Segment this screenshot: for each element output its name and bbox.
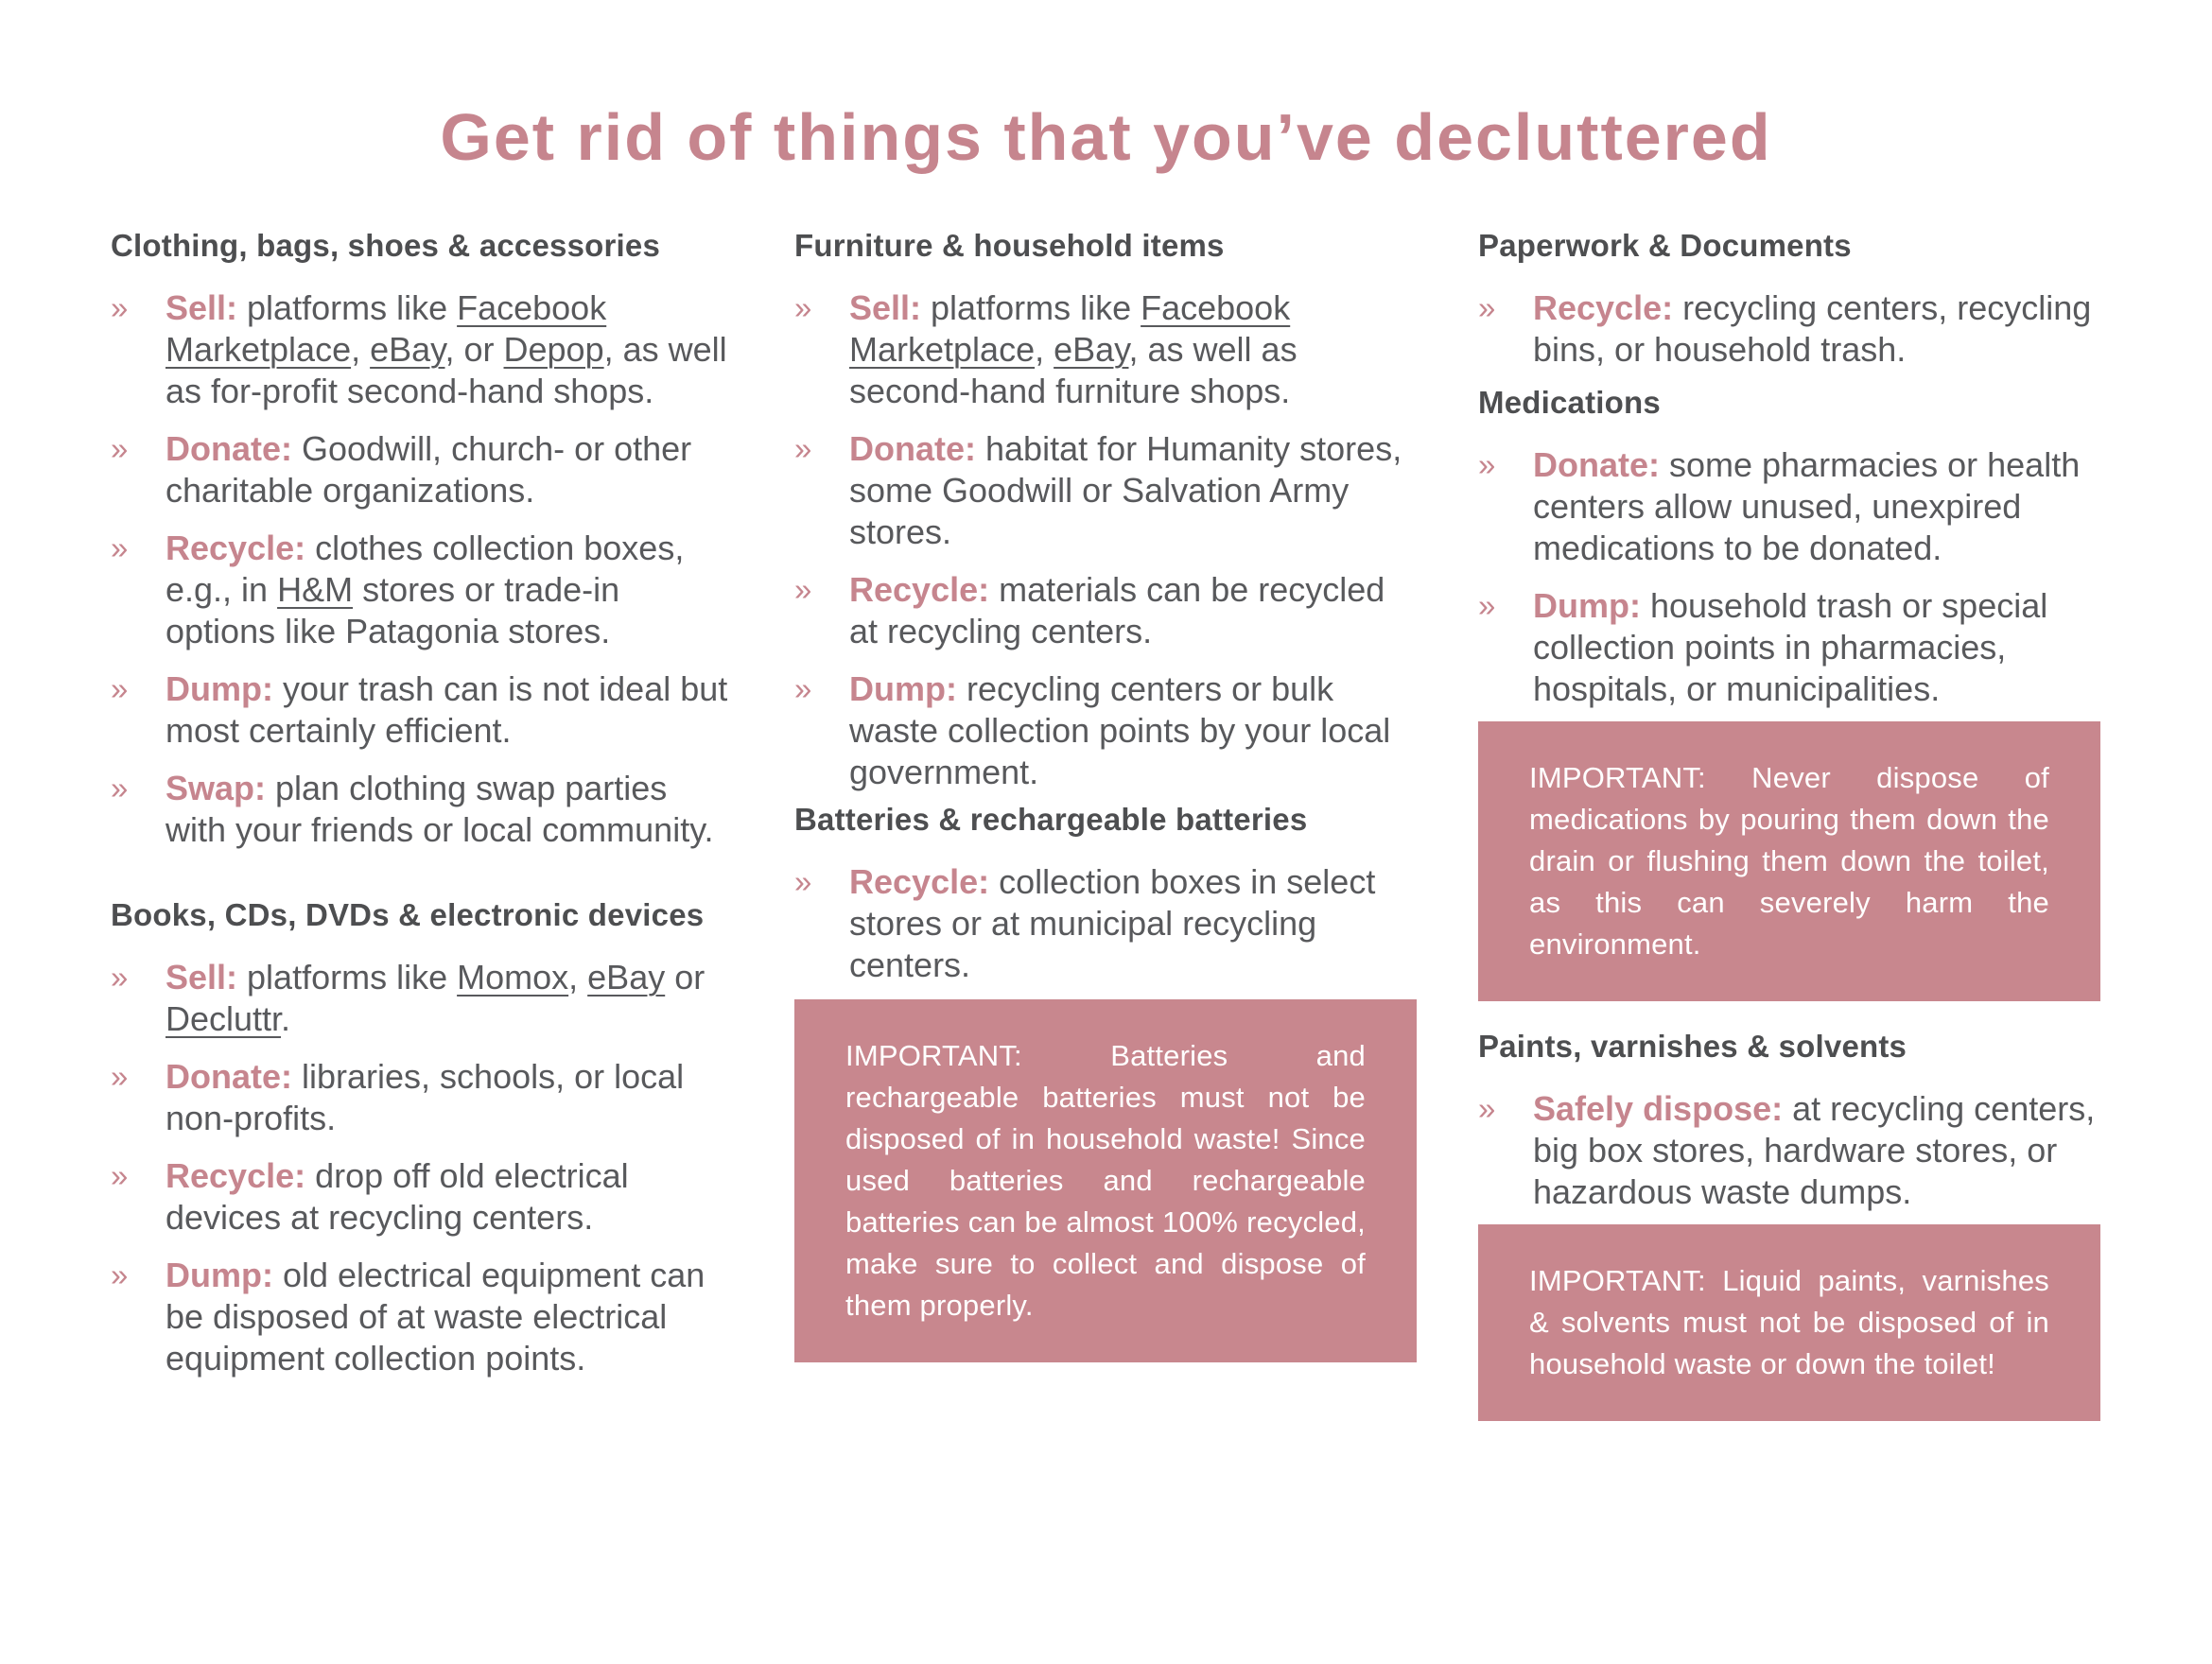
double-chevron-bullet-icon: » <box>111 1059 129 1094</box>
bullet-text-run: Goodwill, church- or other charitable organizations. <box>165 429 692 510</box>
bullet-keyword: Dump: <box>165 1256 273 1294</box>
bullet-item <box>794 668 1417 793</box>
bullet-keyword: Recycle: <box>849 862 990 901</box>
bullet-text-run: , or <box>444 330 504 369</box>
bullet-keyword: Recycle: <box>1533 288 1674 327</box>
section-heading: Paints, varnishes & solvents <box>1478 1029 1907 1064</box>
double-chevron-bullet-icon: » <box>794 572 812 607</box>
bullet-list <box>794 861 1417 986</box>
bullet-text-run: habitat for Humanity stores, some Goodwill or Salvation Army stores. <box>849 429 1402 551</box>
bullet-list <box>794 287 1417 793</box>
bullet-text <box>165 528 733 652</box>
callout-text: IMPORTANT: Batteries and rechargeable batteries must not be disposed of in household waste! Since used batteries and rechargeable batteries can be almost 100% recycled, make sure to collect and dispose of them properly. <box>845 1039 1366 1322</box>
callout-text: IMPORTANT: Never dispose of medications by pouring them down the drain or flushing them down the toilet, as this can severely harm the environment. <box>1529 761 2049 961</box>
important-callout <box>1478 1224 2100 1421</box>
double-chevron-bullet-icon: » <box>111 960 129 995</box>
bullet-text <box>165 428 733 511</box>
bullet-item <box>111 668 733 752</box>
double-chevron-bullet-icon: » <box>111 530 129 565</box>
bullet-text <box>165 768 733 851</box>
important-callout <box>1478 721 2100 1001</box>
double-chevron-bullet-icon: » <box>111 431 129 466</box>
bullet-text-run: recycling centers or bulk waste collection points by your local government. <box>849 669 1391 791</box>
bullet-item <box>111 287 733 412</box>
platform-link[interactable]: Depop <box>503 330 604 369</box>
category-section <box>111 225 733 851</box>
bullet-item <box>111 1155 733 1239</box>
bullet-text-run: . <box>281 999 291 1038</box>
platform-link[interactable]: eBay <box>1054 330 1129 369</box>
bullet-keyword: Sell: <box>849 288 922 327</box>
bullet-text-run: at recycling centers, big box stores, hardware stores, or hazardous waste dumps. <box>1533 1089 2096 1211</box>
category-section <box>111 894 733 1379</box>
double-chevron-bullet-icon: » <box>1478 447 1496 482</box>
bullet-text <box>165 1056 733 1139</box>
bullet-text <box>165 1155 733 1239</box>
bullet-list <box>1478 287 2100 371</box>
bullet-keyword: Swap: <box>165 769 267 807</box>
bullet-keyword: Dump: <box>165 669 273 708</box>
bullet-text-run: collection boxes in select stores or at municipal recycling centers. <box>849 862 1376 984</box>
platform-link[interactable]: eBay <box>370 330 445 369</box>
page-title: Get rid of things that you’ve decluttered <box>440 100 1772 174</box>
bullet-text <box>1533 287 2100 371</box>
bullet-keyword: Recycle: <box>849 570 990 609</box>
bullet-text-run: , <box>351 330 371 369</box>
bullet-item <box>794 861 1417 986</box>
bullet-text <box>849 668 1417 793</box>
platform-link[interactable]: eBay <box>587 958 666 997</box>
double-chevron-bullet-icon: » <box>1478 1091 1496 1126</box>
bullet-item <box>111 1255 733 1379</box>
bullet-text <box>849 861 1417 986</box>
bullet-item <box>1478 287 2100 371</box>
category-section <box>794 799 1417 986</box>
bullet-text-run: stores or trade-in options like Patagonia stores. <box>165 570 620 650</box>
bullet-text-run: plan clothing swap parties with your friends or local community. <box>165 769 714 849</box>
double-chevron-bullet-icon: » <box>1478 588 1496 623</box>
bullet-text <box>849 287 1417 412</box>
platform-link[interactable]: Facebook Marketplace <box>849 288 1291 369</box>
bullet-text <box>849 569 1417 652</box>
bullet-text-run: recycling centers, recycling bins, or household trash. <box>1533 288 2092 369</box>
bullet-keyword: Sell: <box>165 288 238 327</box>
bullet-list <box>1478 444 2100 710</box>
bullet-keyword: Donate: <box>165 1057 292 1096</box>
double-chevron-bullet-icon: » <box>111 1257 129 1292</box>
bullet-item <box>111 957 733 1040</box>
bullet-text-run: , <box>1035 330 1054 369</box>
bullet-item <box>794 428 1417 553</box>
bullet-text-run: materials can be recycled at recycling centers. <box>849 570 1385 650</box>
bullet-list <box>1478 1088 2100 1213</box>
bullet-text-run: clothes collection boxes, e.g., in <box>165 529 685 609</box>
bullet-text <box>1533 585 2100 710</box>
bullet-text <box>165 668 733 752</box>
double-chevron-bullet-icon: » <box>794 290 812 325</box>
bullet-keyword: Safely dispose: <box>1533 1089 1784 1128</box>
bullet-text <box>1533 1088 2100 1213</box>
bullet-keyword: Donate: <box>1533 445 1660 484</box>
bullet-item <box>1478 444 2100 569</box>
bullet-text <box>165 287 733 412</box>
double-chevron-bullet-icon: » <box>111 671 129 706</box>
section-heading: Batteries & rechargeable batteries <box>794 802 1308 837</box>
important-callout <box>794 999 1417 1362</box>
bullet-text-run: drop off old electrical devices at recycling centers. <box>165 1156 629 1237</box>
double-chevron-bullet-icon: » <box>111 1158 129 1193</box>
section-heading: Books, CDs, DVDs & electronic devices <box>111 897 705 932</box>
bullet-text <box>849 428 1417 553</box>
platform-link[interactable]: Facebook Marketplace <box>165 288 607 369</box>
bullet-keyword: Recycle: <box>165 529 306 567</box>
bullet-text-run: , as well as second-hand furniture shops. <box>849 330 1298 410</box>
bullet-list <box>111 957 733 1379</box>
bullet-list <box>111 287 733 851</box>
bullet-text-run: old electrical equipment can be disposed of at waste electrical equipment collection points. <box>165 1256 705 1378</box>
bullet-text <box>1533 444 2100 569</box>
bullet-item <box>1478 1088 2100 1213</box>
columns-container <box>0 225 2212 1421</box>
double-chevron-bullet-icon: » <box>794 864 812 899</box>
bullet-text-run: platforms like <box>921 288 1141 327</box>
category-section <box>794 225 1417 793</box>
bullet-text <box>165 1255 733 1379</box>
bullet-text <box>165 957 733 1040</box>
bullet-text-run: libraries, schools, or local non-profits. <box>165 1057 685 1137</box>
category-section <box>1478 382 2100 710</box>
double-chevron-bullet-icon: » <box>794 671 812 706</box>
bullet-text-run: some pharmacies or health centers allow unused, unexpired medications to be donated. <box>1533 445 2081 567</box>
callout-text: IMPORTANT: Liquid paints, varnishes & solvents must not be disposed of in household waste or down the toilet! <box>1529 1264 2049 1380</box>
bullet-item <box>794 287 1417 412</box>
bullet-text-run: household trash or special collection points in pharmacies, hospitals, or municipalities. <box>1533 586 2048 708</box>
section-heading: Medications <box>1478 385 1661 420</box>
category-section <box>1478 225 2100 371</box>
bullet-keyword: Sell: <box>165 958 238 997</box>
bullet-text-run: your trash can is not ideal but most certainly efficient. <box>165 669 728 750</box>
bullet-item <box>1478 585 2100 710</box>
bullet-keyword: Donate: <box>165 429 292 468</box>
double-chevron-bullet-icon: » <box>794 431 812 466</box>
bullet-text-run: platforms like <box>237 958 458 997</box>
section-heading: Paperwork & Documents <box>1478 228 1852 263</box>
bullet-item <box>794 569 1417 652</box>
double-chevron-bullet-icon: » <box>111 290 129 325</box>
section-heading: Clothing, bags, shoes & accessories <box>111 228 661 263</box>
platform-link[interactable]: Decluttr <box>165 999 282 1038</box>
platform-link[interactable]: Momox <box>457 958 569 997</box>
column-1 <box>111 225 733 1421</box>
bullet-item <box>111 528 733 652</box>
bullet-item <box>111 1056 733 1139</box>
category-section <box>1478 1026 2100 1213</box>
double-chevron-bullet-icon: » <box>111 771 129 806</box>
bullet-keyword: Dump: <box>1533 586 1641 625</box>
section-heading: Furniture & household items <box>794 228 1225 263</box>
platform-link[interactable]: H&M <box>277 570 354 609</box>
bullet-text-run: , <box>568 958 588 997</box>
column-3 <box>1478 225 2100 1421</box>
bullet-text-run: , as well as for-profit second-hand shops. <box>165 330 727 410</box>
bullet-keyword: Donate: <box>849 429 976 468</box>
bullet-item <box>111 428 733 511</box>
bullet-text-run: platforms like <box>237 288 458 327</box>
bullet-keyword: Recycle: <box>165 1156 306 1195</box>
double-chevron-bullet-icon: » <box>1478 290 1496 325</box>
column-2 <box>794 225 1417 1421</box>
bullet-text-run: or <box>665 958 705 997</box>
bullet-item <box>111 768 733 851</box>
bullet-keyword: Dump: <box>849 669 957 708</box>
